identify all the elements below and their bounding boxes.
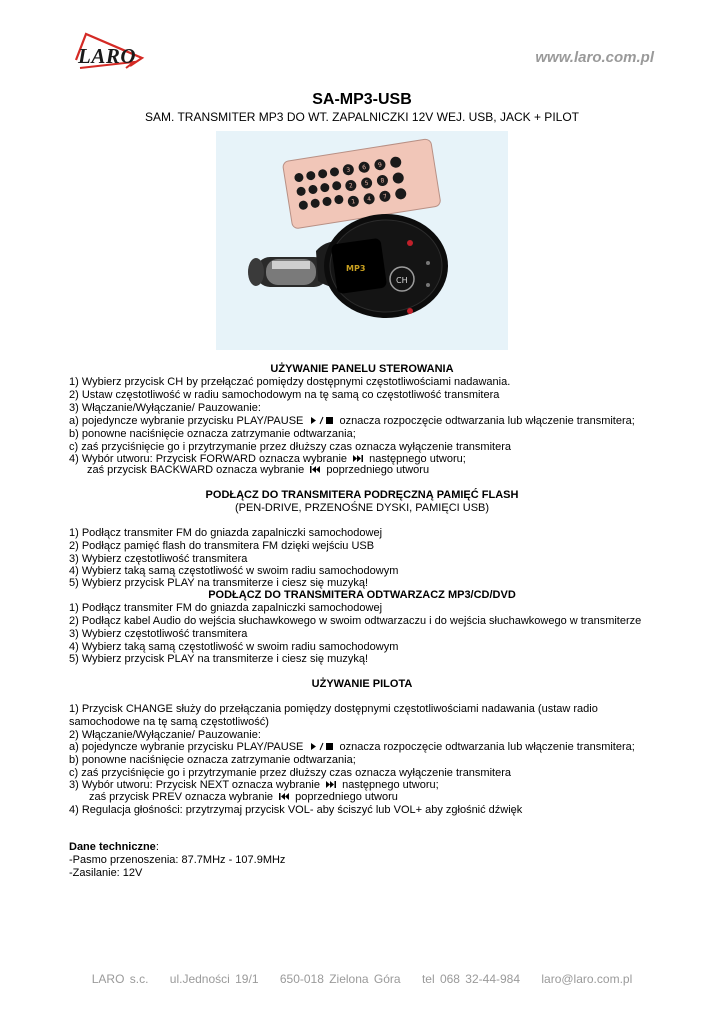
text-segment: oznacza rozpoczęcie odtwarzania lub włączenie transmitera; xyxy=(339,741,635,753)
remote-control-image xyxy=(282,138,441,229)
text-segment: poprzedniego utworu xyxy=(295,791,398,803)
section-heading-remote: UŻYWANIE PILOTA xyxy=(311,678,413,690)
text-segment: 4) Wybór utworu: Przycisk FORWARD oznacza wybranie xyxy=(69,453,348,465)
list-item: 3) Wybierz częstotliwość transmitera xyxy=(69,553,248,565)
svg-text:6: 6 xyxy=(361,163,367,172)
text-line: 4) Regulacja głośności: przytrzymaj przycisk VOL- aby ściszyć lub VOL+ aby zgłośnić dźwięk xyxy=(69,804,523,816)
device-mp3-label: MP3 xyxy=(346,264,366,273)
specs-heading-colon: : xyxy=(155,841,159,853)
list-item: 2) Podłącz pamięć flash do transmitera FM dzięki wejściu USB xyxy=(69,540,375,552)
list-item: 1) Podłącz transmiter FM do gniazda zapalniczki samochodowej xyxy=(69,527,383,539)
text-line: 3) Włączanie/Wyłączanie/ Pauzowanie: xyxy=(69,402,261,414)
text-segment: oznacza rozpoczęcie odtwarzania lub włączenie transmitera; xyxy=(339,415,635,427)
forward-icon xyxy=(352,454,364,463)
text-line: b) ponowne naciśnięcie oznacza zatrzymanie odtwarzania; xyxy=(69,428,356,440)
section-heading-panel: UŻYWANIE PANELU STEROWANIA xyxy=(270,363,454,375)
text-segment: zaś przycisk BACKWARD oznacza wybranie xyxy=(87,464,305,476)
svg-text:3: 3 xyxy=(345,166,351,174)
text-line xyxy=(69,415,635,428)
svg-text:9: 9 xyxy=(377,161,383,169)
list-item: 1) Podłącz transmiter FM do gniazda zapalniczki samochodowej xyxy=(69,602,383,614)
prev-icon xyxy=(278,792,290,801)
text-segment: następnego utworu; xyxy=(369,453,466,465)
logo-text: LARO xyxy=(78,44,137,68)
spec-line: -Zasilanie: 12V xyxy=(69,867,143,879)
footer-company: LARO s.c. xyxy=(91,972,149,986)
text-line xyxy=(87,464,429,477)
text-segment: zaś przycisk PREV oznacza wybranie xyxy=(89,791,274,803)
list-item: 3) Wybierz częstotliwość transmitera xyxy=(69,628,248,640)
svg-text:2: 2 xyxy=(348,182,354,190)
list-item: 2) Podłącz kabel Audio do wejścia słuchawkowego w swoim odtwarzaczu i do wejścia słuchawkowego w transmiterze xyxy=(69,615,642,627)
text-segment: poprzedniego utworu xyxy=(326,464,430,476)
list-item: 4) Wybierz taką samą częstotliwość w swoim radiu samochodowym xyxy=(69,641,399,653)
text-line: c) zaś przyciśnięcie go i przytrzymanie przez dłuższy czas oznacza wyłączenie transmitera xyxy=(69,767,511,779)
section-heading-player: PODŁĄCZ DO TRANSMITERA ODTWARZACZ MP3/CD/DVD xyxy=(208,589,516,601)
next-icon xyxy=(325,780,337,789)
footer-phone: tel 068 32-44-984 xyxy=(421,972,521,986)
text-line: c) zaś przyciśnięcie go i przytrzymanie przez dłuższy czas oznacza wyłączenie transmitera xyxy=(69,441,511,453)
svg-text:1: 1 xyxy=(350,198,356,206)
footer xyxy=(0,972,724,986)
text-segment: 3) Wybór utworu: Przycisk NEXT oznacza wybranie xyxy=(69,779,320,791)
spec-line: -Pasmo przenoszenia: 87.7MHz - 107.9MHz xyxy=(69,854,286,866)
text-line: 1) Przycisk CHANGE służy do przełączania pomiędzy dostępnymi częstotliwościami nadawania (ustaw radio xyxy=(69,703,598,715)
text-line: 2) Ustaw częstotliwość w radiu samochodowym na tę samą co częstotliwość transmitera xyxy=(69,389,500,401)
svg-text:5: 5 xyxy=(364,179,370,188)
section-subheading-flash: (PEN-DRIVE, PRZENOŚNE DYSKI, PAMIĘCI USB) xyxy=(234,502,490,514)
page-subtitle: SAM. TRANSMITER MP3 DO WT. ZAPALNICZKI 12V WEJ. USB, JACK + PILOT xyxy=(145,110,579,124)
transmitter-image xyxy=(248,214,448,318)
play-stop-icon xyxy=(308,416,334,425)
text-segment: a) pojedyncze wybranie przycisku PLAY/PAUSE xyxy=(69,741,304,753)
play-stop-icon xyxy=(308,742,334,751)
product-photo xyxy=(216,131,508,350)
svg-text:8: 8 xyxy=(380,177,385,185)
list-item: 5) Wybierz przycisk PLAY na transmiterze i ciesz się muzyką! xyxy=(69,653,369,665)
svg-text:7: 7 xyxy=(382,193,388,201)
website-link[interactable]: www.laro.com.pl xyxy=(535,49,654,66)
text-segment: a) pojedyncze wybranie przycisku PLAY/PAUSE xyxy=(69,415,304,427)
backward-icon xyxy=(309,465,321,474)
footer-city: 650-018 Zielona Góra xyxy=(279,972,401,986)
text-segment: następnego utworu; xyxy=(342,779,439,791)
device-ch-label: CH xyxy=(396,276,408,285)
text-line: 1) Wybierz przycisk CH by przełączać pomiędzy dostępnymi częstotliwościami nadawania. xyxy=(69,376,511,388)
text-line: 2) Włączanie/Wyłączanie/ Pauzowanie: xyxy=(69,729,261,741)
text-line: samochodowe na tę samą częstotliwość) xyxy=(69,716,269,728)
specs-heading xyxy=(69,841,159,854)
text-line xyxy=(69,741,635,754)
text-line: b) ponowne naciśnięcie oznacza zatrzymanie odtwarzania; xyxy=(69,754,356,766)
section-heading-flash: PODŁĄCZ DO TRANSMITERA PODRĘCZNĄ PAMIĘĆ FLASH xyxy=(205,489,519,501)
specs-heading-text: Dane techniczne xyxy=(69,841,156,853)
text-line xyxy=(89,791,398,804)
list-item: 5) Wybierz przycisk PLAY na transmiterze i ciesz się muzyką! xyxy=(69,577,369,589)
footer-street: ul.Jedności 19/1 xyxy=(169,972,259,986)
footer-email[interactable]: laro@laro.com.pl xyxy=(541,972,633,986)
page-title: SA-MP3-USB xyxy=(312,91,412,108)
svg-text:4: 4 xyxy=(366,195,372,204)
list-item: 4) Wybierz taką samą częstotliwość w swoim radiu samochodowym xyxy=(69,565,399,577)
